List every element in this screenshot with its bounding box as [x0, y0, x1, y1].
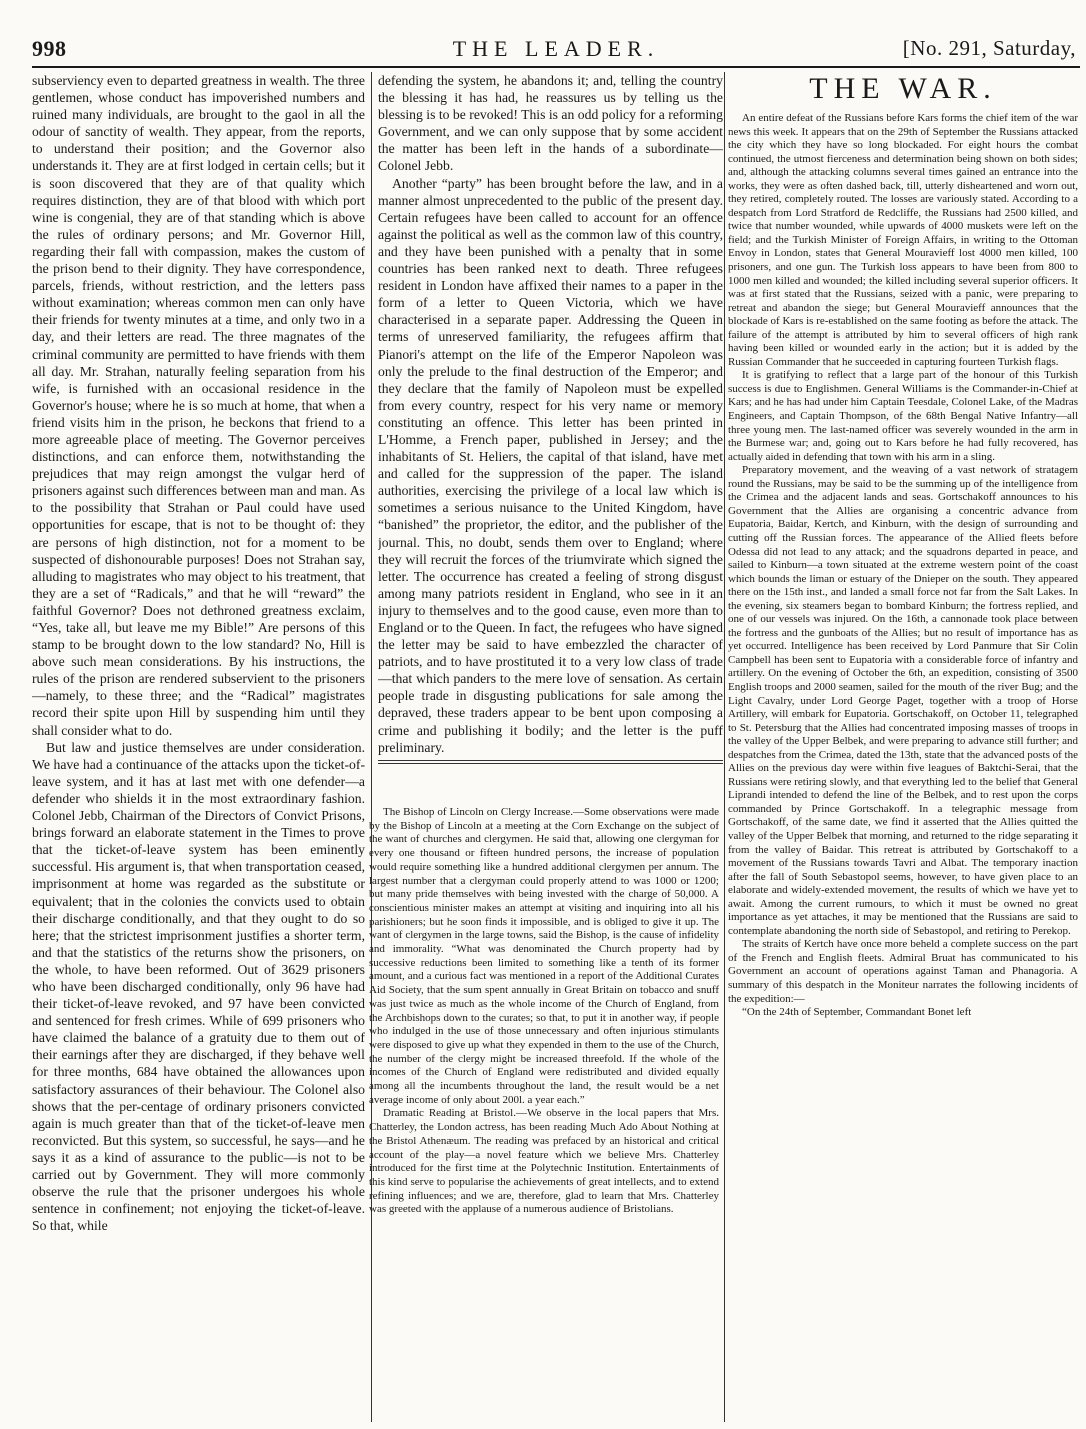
column-2-paragraph: defending the system, he abandons it; and, telling the country the blessing it has had, he reassures us by telling us the blessing is to be revoked! This is an odd policy for a reforming Government, and we can only suppose that by some accident the matter has been left in the hands of a subordinate—Colonel Jebb.	[378, 73, 723, 174]
issue-info: [No. 291, Saturday,	[902, 36, 1076, 60]
note-dramatic-reading: Dramatic Reading at Bristol.—We observe in the local papers that Mrs. Chatterley, the London actress, has been reading Much Ado About Nothing at the Bristol Athenæum. The reading was prefaced by an historical and critical account of the play—a novel feature which we believe Mrs. Chatterley introduced for the first time at the Polytechnic Institution. Entertainments of this kind serve to popularise the achievements of great intellects, and to extend refining influences; and we are, therefore, glad to learn that Mrs. Chatterley was greeted with the applause of a numerous audience of Bristolians.	[369, 1107, 719, 1216]
column-2-notes	[369, 806, 719, 1416]
column-3-quote: “On the 24th of September, Commandant Bonet left	[742, 1006, 972, 1019]
section-end-rule	[378, 760, 723, 764]
column-2-paragraph: Another “party” has been brought before the law, and in a manner almost unprecedented to the public of the present day. Certain refugees have been called to account for an offence against the political as well as the common law of this country, and they have been punished with a penalty that in some countries has been ranked next to death. Three refugees resident in London have affixed their names to a paper in the form of a letter to Queen Victoria, which we have characterised in a separate paper. Addressing the Queen in terms of unreserved familiarity, the refugees affirm that Pianori's attempt on the life of the Emperor Napoleon was only the prelude to the final destruction of the Emperor; and they declare that the family of Napoleon must be expelled from every country, respect for his very name or memory constituting an offence. This letter has been printed in L'Homme, a French paper, published in Jersey; and the inhabitants of St. Heliers, the capital of that island, have met and called for the suppression of the paper. The island authorities, exercising the privilege of a local law which is sometimes a serious nuisance to the United Kingdom, have “banished” the proprietor, the editor, and the publisher of the journal. This, no doubt, sends them over to England; where they will recruit the forces of the triumvirate which signed the letter. The occurrence has created a feeling of strong disgust among many patriots resident in England, who see in it an injury to themselves and to the good cause, even more than to England or to the Queen. In fact, the refugees who have signed the letter may be said to have embezzled the character of patriots, and to have prostituted it to a very low class of trade—that which panders to the mere love of sensation. As certain people trade in disgusting publications for sale among the depraved, these traders appear to be bent upon composing a crime and publishing it bodily; and the letter is the puff preliminary.	[378, 175, 723, 755]
note-bishop-of-lincoln: The Bishop of Lincoln on Clergy Increase.—Some observations were made by the Bishop of Lincoln at a meeting at the Corn Exchange on the subject of the want of churches and clergymen. He said that, allowing one clergyman for every one thousand or fifteen hundred persons, the increase of population would require something like a hundred additional clergymen per annum. The largest number that a clergyman could properly attend to was 1000 or 1200; but many pride themselves with being invested with the charge of 50,000. A conscientious minister makes an attempt at visiting and inquiring into all his parishioners; but he soon finds it impossible, and is obliged to give it up. The want of clergymen in the large towns, said the Bishop, is the cause of infidelity and immorality. “What was denominated the Church property had by successive reductions been limited to something like a tenth of its former amount, and a curious fact was mentioned in a report of the Additional Curates Aid Society, that the sum spent annually in Great Britain on tobacco and snuff was just twice as much as the whole income of the Church of England, from the Archbishops down to the curates; so that, to put it in another way, if people who indulged in the use of those unnecessary and often injurious stimulants were disposed to give up what they expended in them to the use of the Church, the number of the clergy might be increased threefold. If the whole of the incomes of the Church of England were redistributed and divided equally among all the incumbents throughout the land, the result would be a net average income of only about 200l. a year each.”	[369, 806, 719, 1106]
masthead	[32, 30, 1080, 68]
column-3	[728, 72, 1078, 1422]
column-2	[378, 72, 723, 792]
column-3-paragraph: An entire defeat of the Russians before Kars forms the chief item of the war news this week. It appears that on the 29th of September the Russians attacked the city which they have so long blockaded. For eight hours the combat continued, the utmost fierceness and determination being shown on both sides; and, although the attacking columns several times gained an entrance into the works, they were as often dashed back, till, utterly disheartened and worn out, they retired, completely routed. The losses are variously stated. According to a despatch from Lord Stratford de Redcliffe, the Russians had 2500 killed, and twice that number wounded, while upwards of 4000 muskets were left on the field; and the Turkish Minister of Foreign Affairs, in writing to the Ottoman Envoy in London, states that General Mouravieff lost 4000 men killed, 100 prisoners, and one gun. The Turkish loss appears to have been from 800 to 1000 men killed and wounded; the killed including several superior officers. It was at first stated that the Russians, seized with a panic, were preparing to retreat and abandon the siege; but General Mouravieff announces that the blockade of Kars is re-established on the same footing as before the attack. The failure of the attempt is attributed by him to several officers of high rank having been killed or wounded early in the action; but it is added by the Russian Commander that he succeeded in capturing fourteen Turkish flags.	[728, 112, 1078, 368]
section-heading-the-war: THE WAR.	[809, 72, 997, 105]
column-3-paragraph: The straits of Kertch have once more beheld a complete success on the part of the French and English fleets. Admiral Bruat has communicated to his Government an account of operations against Taman and Phanagoria. A summary of this despatch in the Moniteur narrates the following incidents of the expedition:—	[728, 938, 1078, 1005]
page-number: 998	[32, 36, 67, 61]
column-divider-right	[724, 72, 725, 1422]
column-1	[32, 72, 365, 1422]
column-3-paragraph: It is gratifying to reflect that a large part of the honour of this Turkish success is due to Englishmen. General Williams is the Commander-in-Chief at Kars; and he has had under him Captain Teesdale, Colonel Lake, of the Madras Engineers, and Captain Thompson, of the 68th Bengal Native Infantry—all three young men. The last-named officer was severely wounded in the arm in the Burmese war; and, going out to Kars before he had fully recovered, has actually aided in defending that town with his arm in a sling.	[728, 369, 1078, 463]
column-1-paragraph: subserviency even to departed greatness in wealth. The three gentlemen, whose conduct has impoverished numbers and ruined many individuals, are brought to the gaol in all the odour of sanctity of wealth. They appear, from the reports, to understand their position; and the Governor also understands it. They are at first lodged in certain cells; but it is soon discovered that they are of that quality which requires distinction, they are of that blood with which port wine is congenial, they are of that standing which is above the rules of ordinary persons; and Mr. Governor Hill, regarding their fall with compassion, makes the custom of the prison bend to their dignity. They have correspondence, parcels, friends, without restriction, and the letters pass without examination; whereas common men can only have their friends for twenty minutes at a time, and only two in a day, and their letters are read. The three magnates of the criminal community are permitted to have friends with them all day. Mr. Strahan, naturally feeling separation from his wife, is furnished with an occasional residence in the Governor's house; where he is so much at home, that when a friend visits him in the prison, he beckons that friend to a more agreeable place of meeting. The Governor perceives distinctions, and can enforce them, notwithstanding the prejudices that may reign amongst the vulgar herd of prisoners against such differences between man and man. As to the possibility that Strahan or Paul could have used opportunities for escape, that is not to be thought of: they are persons of high distinction, not for a moment to be suspected of dishonourable purposes! Does not Strahan say, alluding to magistrates who may object to his treatment, that they are a set of “Radicals,” and that he will “reward” the faithful Governor? Does not dethroned greatness exclaim, “Yes, take all, but leave me my Bible!” Are persons of this stamp to be brought down to the low standard? No, Hill is above such mean considerations. By his instructions, the rules of the prison are rendered subservient to the prisoners—namely, to these three; and the “Radical” magistrates record their spite upon Hill by suspending him until they shall consider what to do.	[32, 73, 365, 738]
column-1-paragraph: But law and justice themselves are under consideration. We have had a continuance of the attacks upon the ticket-of-leave system, and it has at last met with one defender—a defender who shields it in the most extraordinary fashion. Colonel Jebb, Chairman of the Directors of Convict Prisons, brings forward an elaborate statement in the Times to prove that the ticket-of-leave system has been eminently successful. His argument is, that when transportation ceased, imprisonment at home was regarded as the substitute or equivalent; that in the colonies the convicts used to obtain their discharge conditionally, and that they ought to do so here; that the strictest imprisonment justifies a shorter term, and that the statistics of the returns show the prisoners, on the whole, to have been reformed. Out of 3629 prisoners who have been discharged conditionally, only 96 have had their ticket-of-leave revoked, and 97 have been convicted and sentenced for fresh crimes. While of 699 prisoners who have claimed the balance of a gratuity due to them out of their earnings after they are discharged, if they behave well for three months, 684 have obtained the allowances upon satisfactory assurances of their behaviour. The Colonel also shows that the per-centage of ordinary prisoners convicted again is much greater than that of the ticket-of-leave men reconvicted. But this system, so successful, he says—and he says it as a kind of assurance to the public—is not to be carried out by Government. They will more commonly observe the rule that the prisoner undergoes his whole sentence in confinement; not enjoying the ticket-of-leave. So that, while	[32, 739, 365, 1234]
column-3-paragraph: Preparatory movement, and the weaving of a vast network of stratagem round the Russians, may be said to be the summing up of the intelligence from the Crimea and the adjacent lands and seas. Gortschakoff announces to his Government that the Allies are organising a concentric advance from Eupatoria, Baidar, Kertch, and Kinburn, with the design of surrounding and cutting off the Russian forces. The appearance of the Allied fleets before Odessa did not lead to any attack; and the squadrons departed in peace, and sailed to Kinburn—a town situated at the extreme western point of the coast which bounds the liman or estuary of the Dnieper on the south. They appeared there on the 15th inst., and landed a small force not far from the Salt Lakes. In the evening, six steamers began to bombard Kinburn; the fortress replied, and one of our vessels was injured. On the 16th, a cannonade took place between the fortress and the gunboats of the Allies; but no result of importance has as yet occurred. Intelligence has been received by Lord Panmure that Sir Colin Campbell has been sent to Eupatoria with a considerable force of infantry and artillery. On the evening of October the 6th, an expedition, consisting of 3500 English troops and 2000 seamen, sailed for the mouth of the river Bug; and the Light Cavalry, under Lord George Paget, together with a troop of Horse Artillery, will embark for Eupatoria. Gortschakoff, on October 11, telegraphed to St. Petersburg that the Allies had concentrated imposing masses of troops in the valley of the Upper Belbek, and were preparing to advance still further; and despatches from the Crimea, dated the 13th, state that the advanced posts of the Allies on the previous day were within five leagues of Baktchi-Serai, that the Russians were retiring slowly, and that everything led to the belief that General Liprandi intended to defend the line of the Belbek, and to rest upon the corps commanded by Prince Gortschakoff. In a telegraphic message from Gortschakoff, of the same date, we find it asserted that the Allies quitted the valley of the Upper Belbek that morning, and returned to the ridge separating it from the valley of Baidar. This retreat is attributed by Gortschakoff to a movement of the Russians towards Tavri and Albat. The temporary inaction after the fall of South Sebastopol seems, however, to have given place to an elaborate and widely-extended movement, the results of which we have yet to await. Among the current rumours, to which it must be owned no great importance as yet attaches, it may be mentioned that the Russians are said to contemplate abandoning the north side of Sebastopol, and retiring to Perekop.	[728, 464, 1078, 937]
newspaper-title: THE LEADER.	[452, 36, 660, 61]
